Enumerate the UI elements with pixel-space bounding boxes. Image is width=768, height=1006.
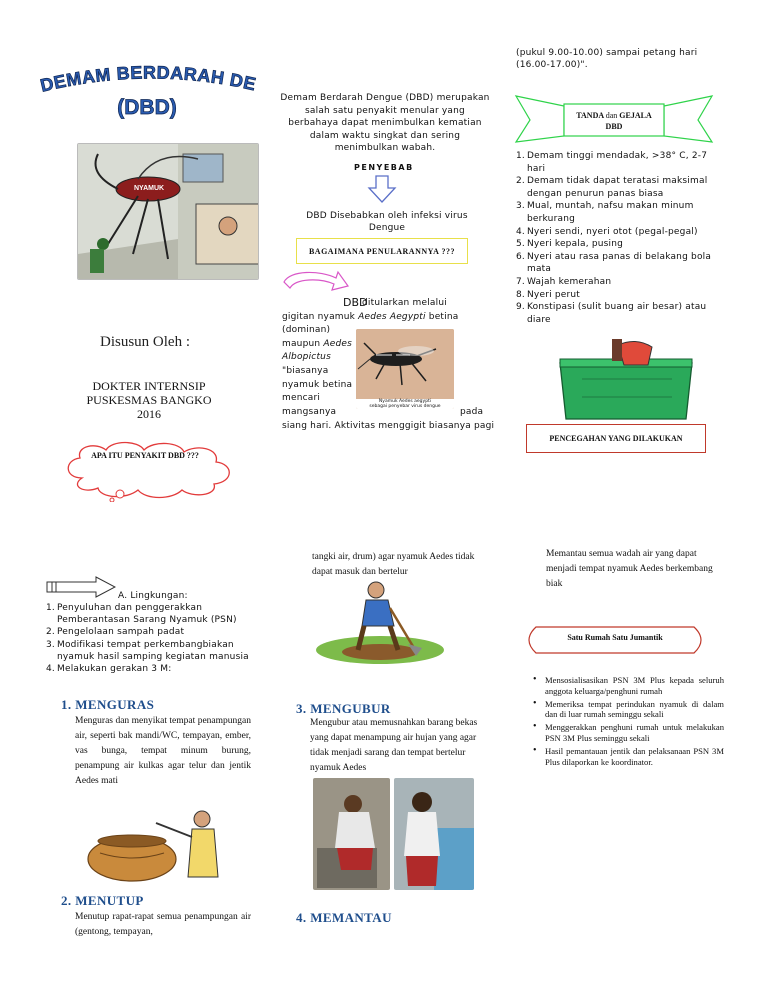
trans-line-1: ditularkan melalui <box>362 298 447 308</box>
environment-item <box>46 626 266 638</box>
svg-text:DEMAM BERDARAH DENGUE <box>36 62 258 96</box>
menguras-text: Menguras dan menyikat tempat penampungan air, seperti bak mandi/WC, tempayan, ember, vas bunga, tempat minum burung, penampung air kulkas agar telur dan jentik Aedes mati <box>75 716 251 786</box>
jumantik-item: • Hasil pemantauan jentik dan pelaksanaan PSN 3M Plus dilaporkan ke koordinator. <box>529 746 724 768</box>
environment-heading: A. Lingkungan: <box>118 591 188 601</box>
trans-aedes-word: Aedes <box>323 338 353 349</box>
col3-cont-text: (pukul 9.00-10.00) sampai petang hari (16.00-17.00)". <box>516 48 698 70</box>
symptom-item <box>516 238 728 251</box>
heading-memantau: 4. MEMANTAU <box>296 910 392 925</box>
environment-item-text: Modifikasi tempat perkembangbiakan nyamuk hasil samping kegiatan manusia <box>57 639 249 662</box>
mengubur-text: Mengubur atau memusnahkan barang bekas yang dapat menampung air hujan yang agar tidak menjadi sarang dan tempat bertelur nyamuk Aedes <box>310 718 478 773</box>
heading-menguras: 1. MENGURAS <box>61 697 155 712</box>
brochure-title <box>36 62 258 122</box>
signs-banner <box>514 92 714 146</box>
symptom-item-text: Nyeri sendi, nyeri otot (pegal-pegal) <box>527 226 698 237</box>
trans-line-4: maupun <box>282 338 321 349</box>
heading-mengubur: 3. MENGUBUR <box>296 701 391 716</box>
environment-item <box>46 602 266 626</box>
trans-betina: betina <box>428 311 459 322</box>
symptom-item-number: 2. <box>516 176 525 187</box>
cause-text: DBD Disebabkan oleh infeksi virus Dengue <box>306 211 468 233</box>
trans-line-6: nyamuk betina <box>282 379 353 390</box>
symptom-item-number: 1. <box>516 151 525 161</box>
symptom-item-text: Nyeri atau rasa panas di belakang bola mata <box>527 251 712 275</box>
curved-arrow-icon <box>280 268 350 300</box>
transmission-banner <box>296 238 468 264</box>
symptom-item <box>516 150 728 175</box>
pot-cleaning-image <box>76 803 236 883</box>
symptom-item-text: Demam tinggi mendadak, >38° C, 2-7 hari <box>527 151 708 174</box>
symptom-item <box>516 175 728 200</box>
author-year: 2016 <box>137 407 161 421</box>
jumantik-banner <box>522 626 708 654</box>
water-tub-image <box>552 339 700 421</box>
mosquito-cartoon-image <box>77 143 259 280</box>
trans-line-7: mencari <box>282 393 321 404</box>
symptom-item-number: 9. <box>516 302 525 313</box>
signs-banner-text: TANDA dan GEJALA DBD <box>576 111 652 131</box>
environment-item-text: Melakukan gerakan 3 M: <box>57 664 172 675</box>
mosquito-caption: Nyamuk Aedes aegypti sebagai penyebar virus dengue <box>356 399 454 409</box>
environment-item-number: 3. <box>46 639 55 650</box>
environment-item-text: Penyuluhan dan penggerakkan Pemberantasan Sarang Nyamuk (PSN) <box>57 603 237 626</box>
trans-line-5: "biasanya <box>282 365 329 376</box>
authored-by-label: Disusun Oleh : <box>100 334 190 350</box>
menutup-cont-text: tangki air, drum) agar nyamuk Aedes tidak dapat masuk dan bertelur <box>312 552 475 577</box>
symptom-item-number: 5. <box>516 239 525 250</box>
tub-cleaning-photo-2 <box>394 778 474 890</box>
environment-list <box>46 602 266 675</box>
trans-tail: siang hari. Aktivitas menggigit biasanya pagi <box>282 421 495 431</box>
cloud-text: APA ITU PENYAKIT DBD ??? <box>91 451 199 460</box>
trans-albopictus: Albopictus <box>282 352 331 363</box>
symptom-item <box>516 200 728 225</box>
environment-item-number: 4. <box>46 664 55 675</box>
symptom-item-text: Konstipasi (sulit buang air besar) atau diare <box>527 302 707 325</box>
trans-line-3: (dominan) <box>282 325 331 336</box>
what-is-dbd-cloud <box>60 438 238 502</box>
environment-item-number: 1. <box>46 603 55 613</box>
symptom-item <box>516 226 728 239</box>
heading-menutup: 2. MENUTUP <box>61 893 144 908</box>
symptom-item-text: Nyeri kepala, pusing <box>527 239 624 250</box>
jumantik-item: • Menggerakkan penghuni rumah untuk melakukan PSN 3M Plus seminggu sekali <box>529 722 724 744</box>
mosquito-photo <box>356 329 454 409</box>
jumantik-list <box>529 675 724 769</box>
intro-paragraph: Demam Berdarah Dengue (DBD) merupakan salah satu penyakit menular yang berbahaya dapat menimbulkan kematian dalam waktu singkat dan sering menimbulkan wabah. <box>280 93 490 153</box>
title-line-2: (DBD) <box>117 96 177 119</box>
jumantik-item: • Mensosialisasikan PSN 3M Plus kepada seluruh anggota keluarga/penghuni rumah <box>529 675 724 697</box>
prevention-heading: PENCEGAHAN YANG DILAKUKAN <box>549 434 683 443</box>
environment-item <box>46 663 266 675</box>
title-wordart <box>36 62 258 122</box>
cloud-shape <box>60 438 238 502</box>
symptom-item-text: Mual, muntah, nafsu makan minum berkurang <box>527 201 694 224</box>
trans-aedes-aegypti: Aedes Aegypti <box>358 311 426 322</box>
author-block <box>60 379 238 421</box>
cartoon-label: NYAMUK <box>134 185 165 192</box>
symptom-item-text: Wajah kemerahan <box>527 276 612 287</box>
transmission-heading: BAGAIMANA PENULARANNYA ??? <box>308 246 456 256</box>
tub-cleaning-photo-1 <box>313 778 390 890</box>
symptom-item-number: 3. <box>516 201 525 212</box>
symptom-item-number: 7. <box>516 276 525 287</box>
digging-image <box>310 578 450 668</box>
symptom-item <box>516 301 728 326</box>
jumantik-heading: Satu Rumah Satu Jumantik <box>567 633 663 642</box>
jumantik-item: • Memeriksa tempat perindukan nyamuk di dalam dan di luar rumah seminggu sekali <box>529 699 724 721</box>
symptom-item-number: 4. <box>516 226 525 237</box>
symptom-item <box>516 276 728 289</box>
trans-pada: pada <box>460 407 484 417</box>
environment-item-text: Pengelolaan sampah padat <box>57 627 185 638</box>
prevention-banner <box>526 424 706 453</box>
author-line-2: PUSKESMAS BANGKO <box>86 393 212 407</box>
title-line-1: DEMAM BERDARAH DE <box>38 62 258 96</box>
environment-item-number: 2. <box>46 627 55 638</box>
trans-line-2: gigitan nyamuk <box>282 311 356 322</box>
transmission-lead: DBD <box>343 296 368 309</box>
cause-heading: PENYEBAB <box>354 163 414 172</box>
symptom-item-text: Nyeri perut <box>527 289 581 300</box>
symptom-list <box>516 150 728 326</box>
symptom-item-text: Demam tidak dapat teratasi maksimal dengan penurun panas biasa <box>527 176 708 199</box>
environment-item <box>46 639 266 663</box>
symptom-item <box>516 251 728 276</box>
memantau-text: Memantau semua wadah air yang dapat menjadi tempat nyamuk Aedes berkembang biak <box>546 549 713 589</box>
menutup-text: Menutup rapat-rapat semua penampungan air (gentong, tempayan, <box>75 912 251 937</box>
symptom-item-number: 6. <box>516 251 525 262</box>
right-arrow-icon <box>46 576 116 598</box>
author-line-1: DOKTER INTERNSIP <box>92 379 206 393</box>
symptom-item-number: 8. <box>516 289 525 300</box>
trans-line-8: mangsanya <box>282 406 337 417</box>
symptom-item <box>516 289 728 302</box>
down-arrow-icon <box>367 175 397 203</box>
